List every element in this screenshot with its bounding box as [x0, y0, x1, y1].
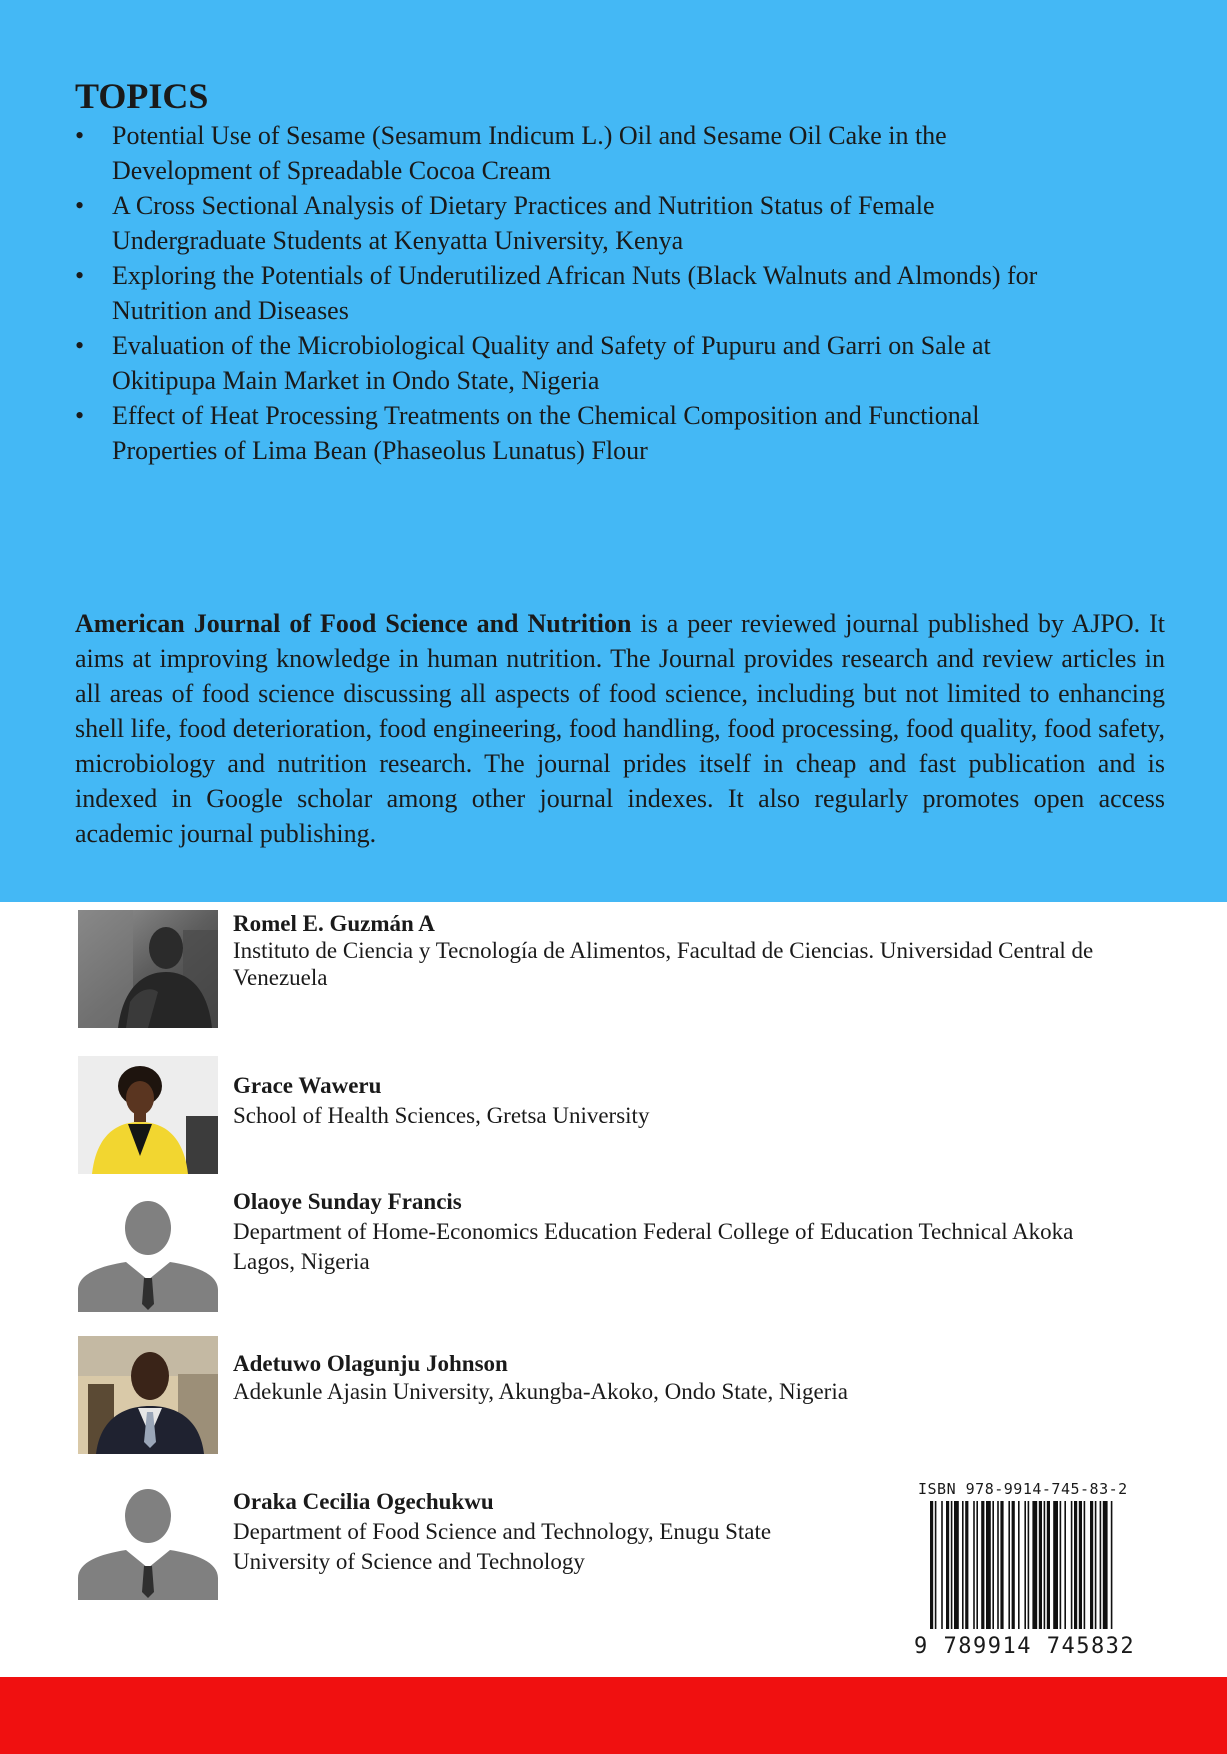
avatar-placeholder-icon — [78, 1482, 218, 1600]
topic-line: Properties of Lima Bean (Phaseolus Lunatus) Flour — [112, 436, 648, 465]
editor-name: Olaoye Sunday Francis — [233, 1189, 462, 1214]
topic-line: Okitipupa Main Market in Ondo State, Nigeria — [112, 366, 600, 395]
journal-description — [75, 606, 1165, 851]
barcode-bar — [1111, 1501, 1113, 1629]
topic-line: Nutrition and Diseases — [112, 296, 349, 325]
barcode-bar — [1024, 1501, 1026, 1629]
topic-item — [75, 258, 1175, 328]
editor-affiliation: Venezuela — [233, 965, 328, 990]
editor-affiliation: University of Science and Technology — [233, 1549, 585, 1574]
barcode-bar — [935, 1501, 937, 1629]
barcode-bar — [1044, 1501, 1046, 1629]
topic-line: Development of Spreadable Cocoa Cream — [112, 156, 551, 185]
topics-heading: TOPICS — [75, 76, 209, 116]
editor-text — [233, 1056, 1227, 1129]
barcode-bar — [1095, 1501, 1097, 1629]
barcode-bar — [930, 1501, 933, 1629]
editor-name: Oraka Cecilia Ogechukwu — [233, 1489, 494, 1514]
barcode-digits: 9 789914 745832 — [914, 1634, 1136, 1659]
barcode-bar — [976, 1501, 978, 1629]
bullet-icon: • — [75, 121, 85, 150]
editor-affiliation: Lagos, Nigeria — [233, 1249, 370, 1274]
barcode-bar — [1100, 1501, 1102, 1629]
bullet-icon: • — [75, 331, 85, 360]
barcode-bar — [981, 1501, 984, 1629]
barcode-bar — [1047, 1501, 1050, 1629]
barcode-bar — [973, 1501, 975, 1629]
barcode-bar — [965, 1501, 968, 1629]
topics-list — [75, 118, 1175, 468]
barcode-bar — [954, 1501, 959, 1629]
editor-affiliation: Adekunle Ajasin University, Akungba-Akoko, Ondo State, Nigeria — [233, 1379, 848, 1404]
barcode-bar — [1071, 1501, 1073, 1629]
topic-line: Potential Use of Sesame (Sesamum Indicum L.) Oil and Sesame Oil Cake in the — [112, 121, 947, 150]
topic-item — [75, 398, 1175, 468]
isbn-label: ISBN 978-9914-745-83-2 — [918, 1480, 1128, 1498]
description-body: is a peer reviewed journal published by AJPO. It aims at improving knowledge in human nutrition. The Journal provides research and review articles in all areas of food science discussing all aspects of food science, including but not limited to enhancing shell life, food deterioration, food engineering, food handling, food processing, food quality, food safety, microbiology and nutrition research. The journal prides itself in cheap and fast publication and is indexed in Google scholar among other journal indexes. It also regularly promotes open access academic journal publishing. — [75, 609, 1165, 848]
editor-entry — [78, 1336, 1178, 1454]
editor-text — [233, 1189, 1227, 1275]
barcode-bar — [992, 1501, 994, 1629]
editor-text — [233, 1336, 1227, 1405]
editor-name: Adetuwo Olagunju Johnson — [233, 1351, 508, 1376]
topic-item — [75, 118, 1175, 188]
topic-line: A Cross Sectional Analysis of Dietary Practices and Nutrition Status of Female — [112, 191, 935, 220]
editor-photo — [78, 910, 218, 1028]
editor-affiliation: Department of Food Science and Technology, Enugu State — [233, 1519, 772, 1544]
isbn-barcode-block — [912, 1477, 1136, 1661]
editor-name: Romel E. Guzmán A — [233, 911, 435, 936]
barcode-bar — [1090, 1501, 1093, 1629]
barcode-bar — [1032, 1501, 1037, 1629]
barcode-bar — [1000, 1501, 1003, 1629]
barcode-bar — [1084, 1501, 1086, 1629]
topic-item — [75, 328, 1175, 398]
topic-line: Undergraduate Students at Kenyatta University, Kenya — [112, 226, 684, 255]
bullet-icon: • — [75, 191, 85, 220]
barcode-bar — [1053, 1501, 1058, 1629]
editor-photo — [78, 1336, 218, 1454]
editor-photo — [78, 1056, 218, 1174]
editor-entry — [78, 910, 1178, 1028]
editor-entry — [78, 1056, 1178, 1174]
avatar-placeholder-icon — [78, 1194, 218, 1312]
editor-affiliation: Department of Home-Economics Education Federal College of Education Technical Akoka — [233, 1219, 1074, 1244]
barcode-bar — [1039, 1501, 1042, 1629]
barcode-bar — [986, 1501, 991, 1629]
topic-line: Effect of Heat Processing Treatments on the Chemical Composition and Functional — [112, 401, 980, 430]
barcode-bar — [962, 1501, 964, 1629]
editor-affiliation: School of Health Sciences, Gretsa University — [233, 1103, 650, 1128]
editor-text — [233, 910, 1227, 991]
barcode-bar — [1060, 1501, 1062, 1629]
barcode-bar — [997, 1501, 999, 1629]
bullet-icon: • — [75, 401, 85, 430]
barcode-bar — [1103, 1501, 1108, 1629]
topic-item — [75, 188, 1175, 258]
editor-name: Grace Waweru — [233, 1073, 382, 1098]
editor-entry — [78, 1189, 1178, 1312]
barcode-bar — [1008, 1501, 1010, 1629]
barcode-bar — [1018, 1501, 1020, 1629]
barcode-bar — [1079, 1501, 1082, 1629]
barcode-bar — [941, 1501, 943, 1629]
barcode-bar — [946, 1501, 949, 1629]
topic-line: Exploring the Potentials of Underutilized African Nuts (Black Walnuts and Almonds) for — [112, 261, 1038, 290]
barcode-bar — [1074, 1501, 1077, 1629]
barcode-bar — [1064, 1501, 1066, 1629]
barcode-icon — [912, 1501, 1130, 1637]
bullet-icon: • — [75, 261, 85, 290]
journal-name: American Journal of Food Science and Nutrition — [75, 609, 632, 638]
topic-line: Evaluation of the Microbiological Quality and Safety of Pupuru and Garri on Sale at — [112, 331, 991, 360]
editor-affiliation: Instituto de Ciencia y Tecnología de Alimentos, Facultad de Ciencias. Universidad Central de — [233, 938, 1094, 963]
barcode-bar — [1012, 1501, 1015, 1629]
barcode-bar — [1028, 1501, 1030, 1629]
barcode-bar — [951, 1501, 953, 1629]
red-footer-band — [0, 1677, 1227, 1754]
